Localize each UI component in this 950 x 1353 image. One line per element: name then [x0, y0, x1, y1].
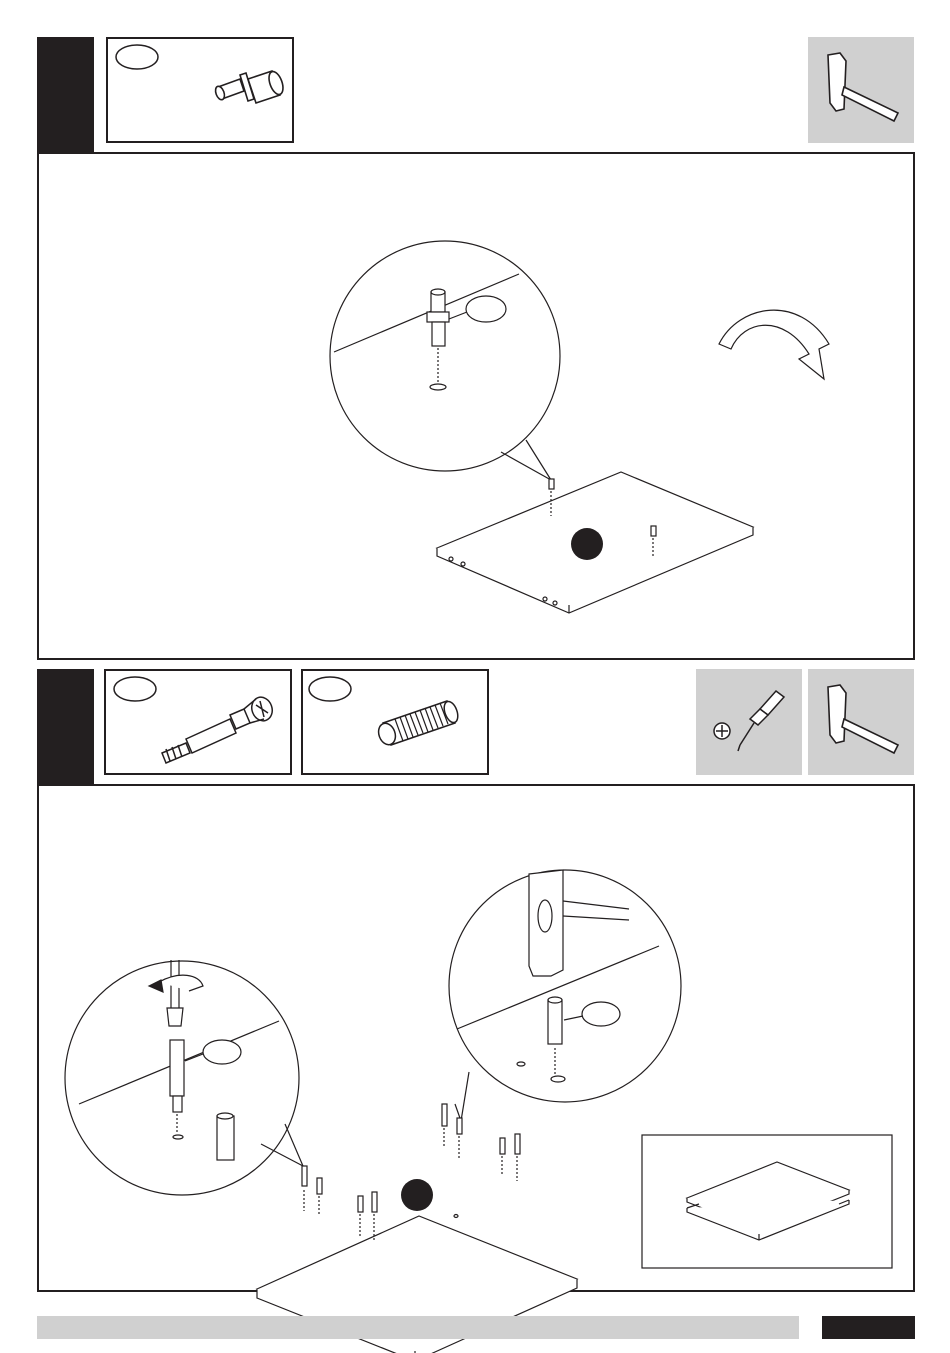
hammer-icon	[822, 51, 902, 131]
step-2-part-box-2	[301, 669, 489, 775]
detail-zoom-hammer-dowel	[449, 870, 681, 1102]
hammer-icon	[822, 683, 902, 763]
step-1-tab	[37, 37, 94, 155]
step-1-part-box	[106, 37, 294, 143]
panel-marker-dot	[401, 1179, 433, 1211]
footer-page-block	[822, 1316, 915, 1339]
flip-arrow-icon	[719, 310, 829, 379]
phillips-screwdriver-icon	[710, 683, 790, 763]
step-2-part-box-1	[104, 669, 292, 775]
panel-marker-dot	[571, 528, 603, 560]
wood-dowel-icon	[373, 697, 463, 751]
step-2-tool-box-1	[696, 669, 802, 775]
step-1-panel	[37, 152, 915, 660]
part-label-oval	[114, 43, 160, 71]
detail-zoom-circle	[330, 241, 560, 471]
step-1-illustration	[39, 154, 917, 662]
part-label-oval	[466, 296, 506, 322]
footer-bar	[37, 1316, 799, 1339]
part-label-oval	[112, 675, 158, 703]
cam-pin-icon	[212, 69, 292, 119]
cam-bolt-icon	[156, 691, 276, 771]
step-2-illustration	[39, 786, 917, 1294]
step-1-tool-box	[808, 37, 914, 143]
part-label-oval	[307, 675, 353, 703]
step-2-tab	[37, 669, 94, 787]
step-2-panel	[37, 784, 915, 1292]
step-2-tool-box-2	[808, 669, 914, 775]
